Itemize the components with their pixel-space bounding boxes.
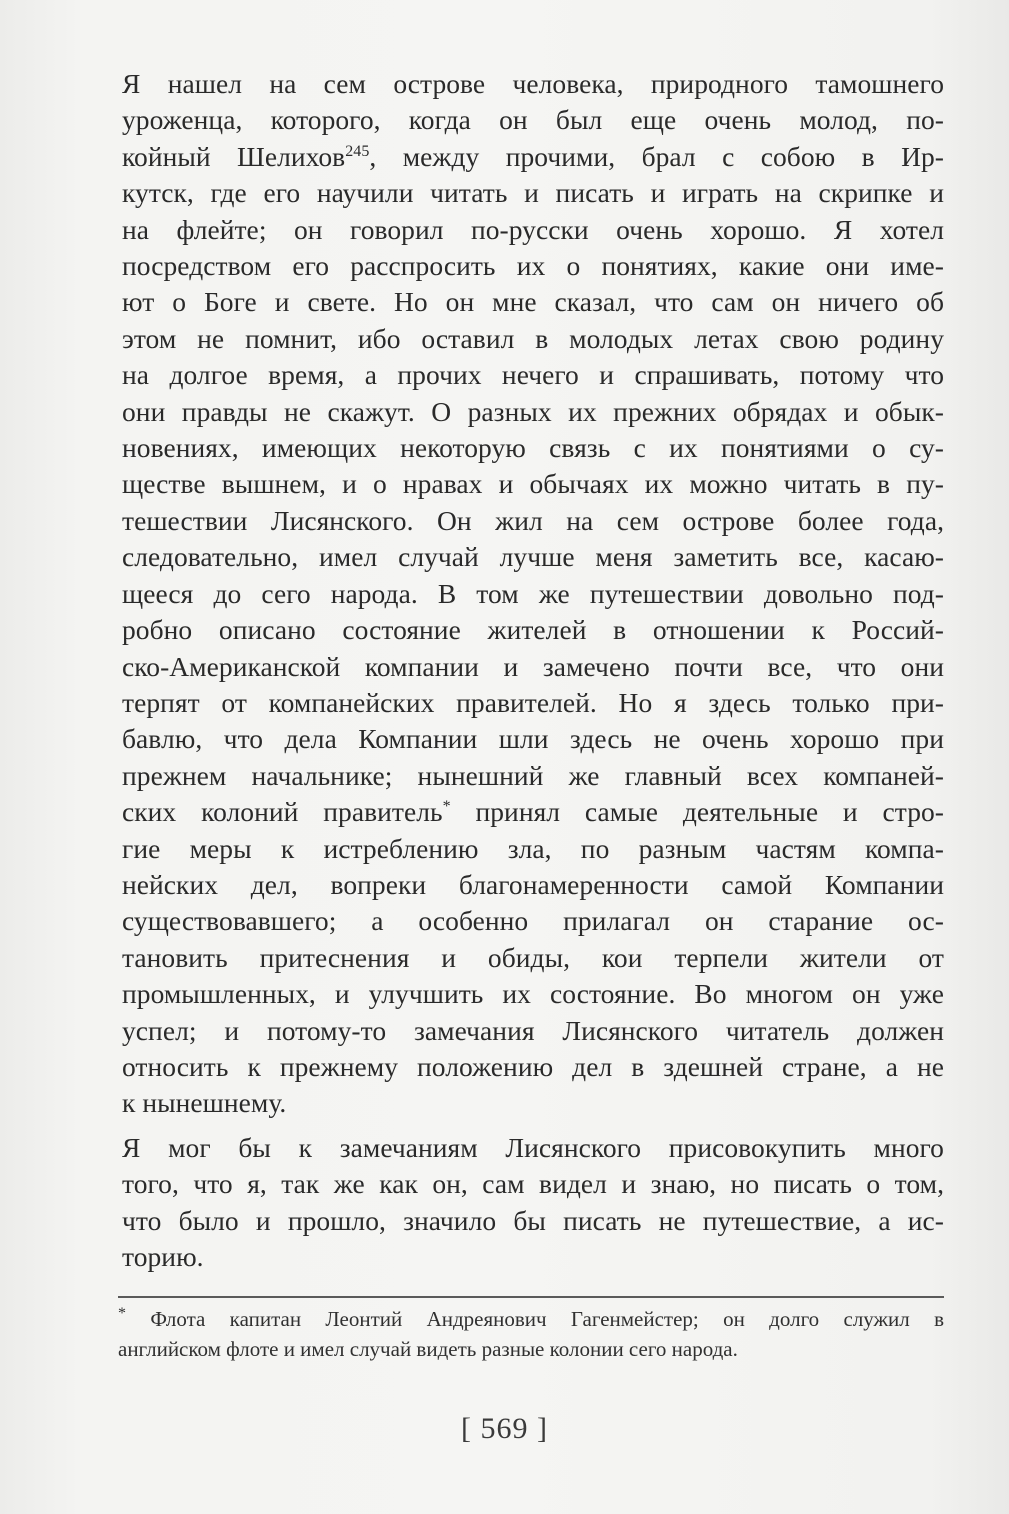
- text-line: успел; и потому-то замечания Лисянского читатель должен: [122, 1014, 944, 1046]
- footnote-marker: *: [118, 1305, 126, 1322]
- text-line: * Флота капитан Леонтий Андреянович Гагенмейстер; он долго служил в: [118, 1305, 944, 1331]
- paragraph-2: [118, 1130, 944, 1276]
- text-line: робно описано состояние жителей в отношении к Россий-: [122, 614, 944, 646]
- text-line: торию.: [122, 1241, 204, 1272]
- text-line: прежнем начальнике; нынешний же главный всех компаней-: [122, 759, 944, 791]
- text-line: следовательно, имел случай лучше меня заметить все, касаю-: [122, 541, 944, 573]
- text-line: существовавшего; а особенно прилагал он старание ос-: [122, 905, 944, 937]
- text-line: к нынешнему.: [122, 1087, 287, 1119]
- text-line: нейских дел, вопреки благонамеренности самой Компании: [122, 868, 944, 900]
- text-line: гие меры к истреблению зла, по разным частям компа-: [122, 832, 944, 864]
- text-line: Я нашел на сем острове человека, природного тамошнего: [122, 68, 944, 99]
- text-line: того, что я, так же как он, сам видел и знаю, но писать о том,: [122, 1168, 944, 1200]
- text-line: относить к прежнему положению дел в здешней стране, а не: [122, 1050, 944, 1082]
- text-line: терпят от компанейских правителей. Но я здесь только при-: [122, 686, 944, 718]
- text-line: ско-Американской компании и замечено почти все, что они: [122, 650, 944, 682]
- text-line: ществе вышнем, и о нравах и обычаях их можно читать в пу-: [122, 468, 944, 500]
- page-number: [ 569 ]: [461, 1412, 548, 1445]
- main-text: [118, 66, 944, 1275]
- text-line: уроженца, которого, когда он был еще очень молод, по-: [122, 104, 944, 136]
- text-line: промышленных, и улучшить их состояние. Во многом он уже: [122, 978, 944, 1010]
- footnote-marker: 245: [345, 142, 370, 160]
- footnote-divider: [118, 1296, 944, 1298]
- text-line: тановить притеснения и обиды, кои терпели жители от: [122, 941, 944, 973]
- text-line: английском флоте и имел случай видеть разные колонии сего народа.: [118, 1337, 738, 1361]
- text-line: Я мог бы к замечаниям Лисянского присовокупить много: [122, 1131, 944, 1163]
- text-line: они правды не скажут. О разных их прежних обрядах и обык-: [122, 395, 944, 427]
- text-line: на долгое время, а прочих нечего и спрашивать, потому что: [122, 359, 944, 391]
- text-line: новениях, имеющих некоторую связь с их понятиями о су-: [122, 432, 944, 464]
- text-line: этом не помнит, ибо оставил в молодых летах свою родину: [122, 322, 944, 354]
- text-line: щееся до сего народа. В том же путешествии довольно под-: [122, 577, 944, 609]
- text-line: койный Шелихов$^{245}$, между прочими, брал с собою в Ир-: [122, 140, 944, 172]
- text-line: ют о Боге и свете. Но он мне сказал, что сам он ничего об: [122, 286, 944, 318]
- text-line: что было и прошло, значило бы писать не путешествие, а ис-: [122, 1204, 944, 1236]
- footnote-marker: *: [442, 797, 451, 815]
- text-line: на флейте; он говорил по-русски очень хорошо. Я хотел: [122, 213, 944, 245]
- text-line: ских колоний правитель* принял самые деятельные и стро-: [122, 796, 944, 828]
- text-line: бавлю, что дела Компании шли здесь не очень хорошо при: [122, 723, 944, 755]
- text-line: тешествии Лисянского. Он жил на сем острове более года,: [122, 504, 944, 536]
- text-line: кутск, где его научили читать и писать и играть на скрипке и: [122, 177, 944, 209]
- footnote: [118, 1304, 944, 1364]
- text-line: посредством его расспросить их о понятиях, какие они име-: [122, 250, 944, 282]
- paragraph-1: [118, 66, 944, 1122]
